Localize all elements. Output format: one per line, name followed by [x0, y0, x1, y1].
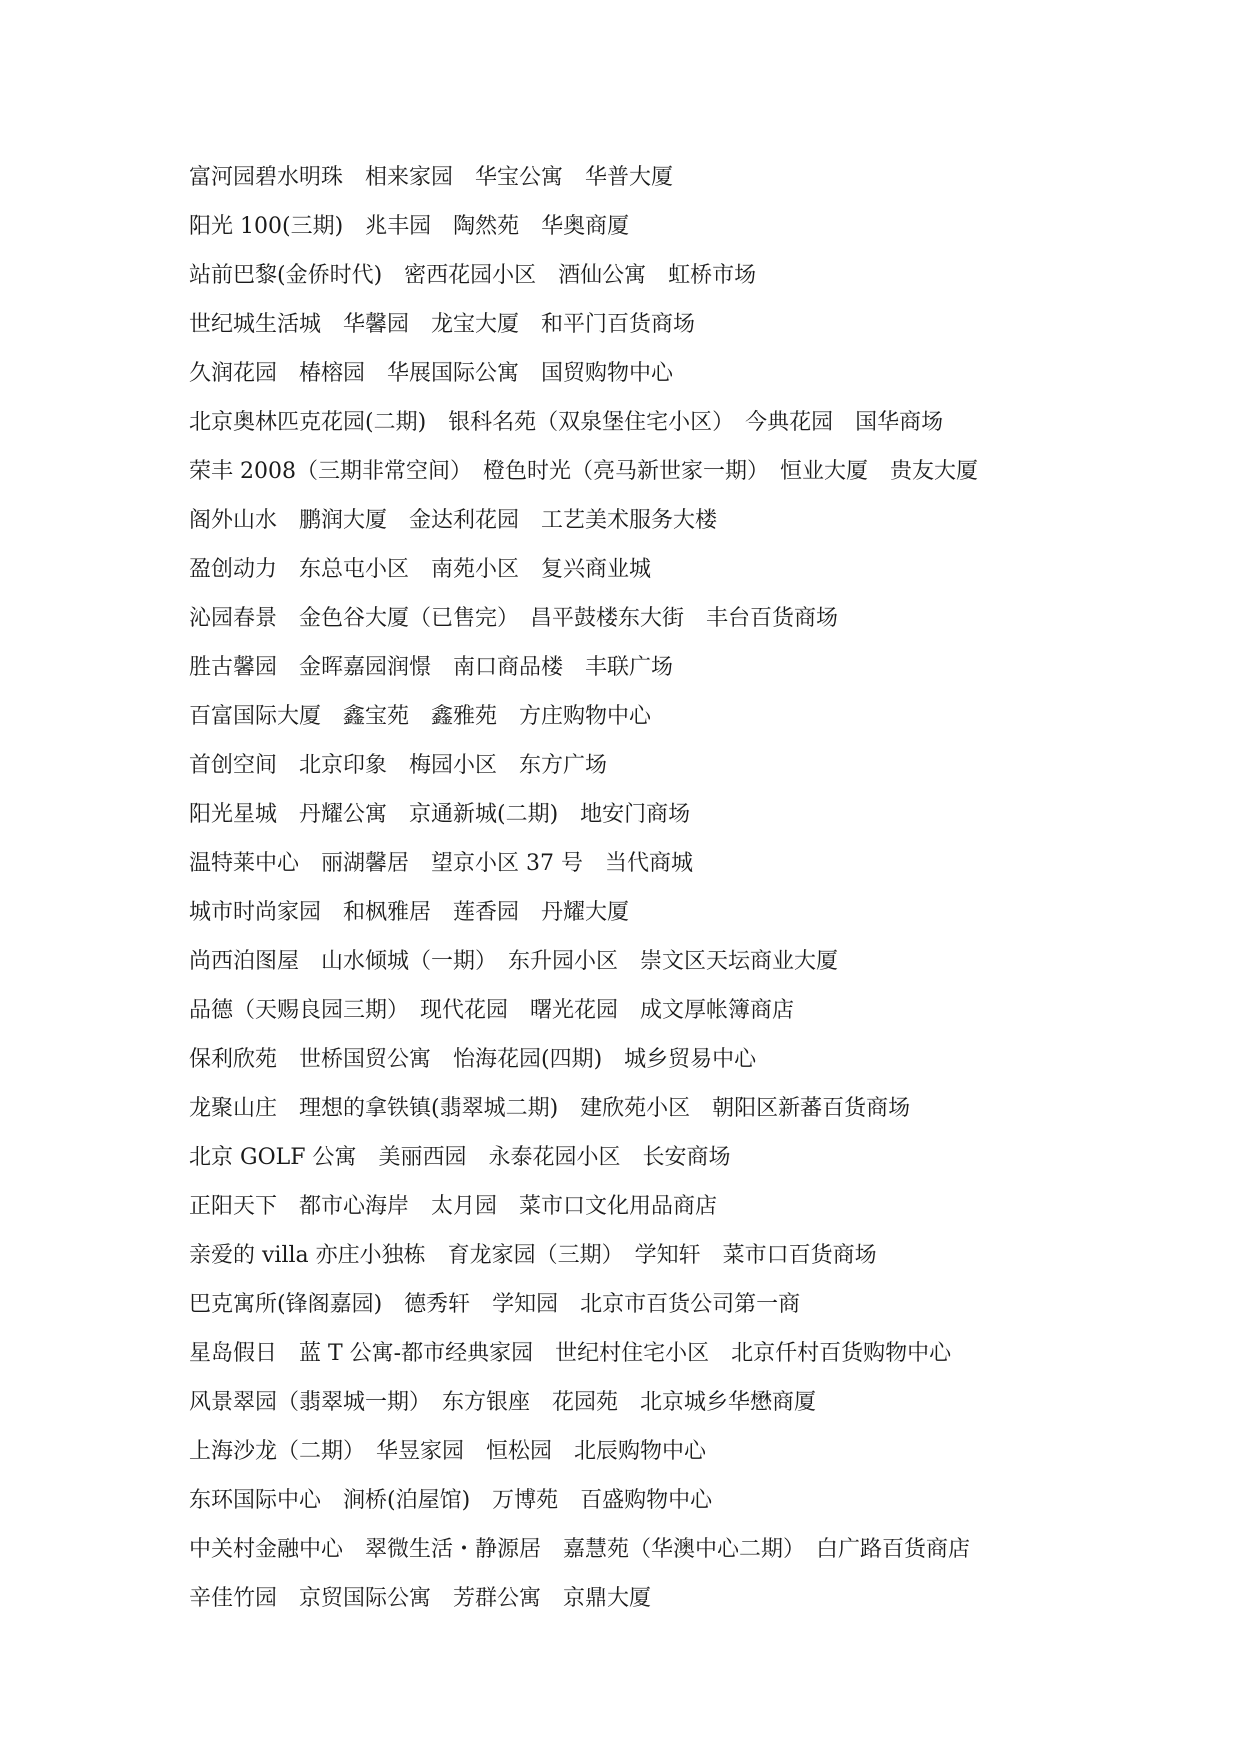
- text-line: 世纪城生活城 华馨园 龙宝大厦 和平门百货商场: [189, 312, 696, 337]
- text-line: 中关村金融中心 翠微生活・静源居 嘉慧苑（华澳中心二期） 白广路百货商店: [189, 1537, 971, 1562]
- text-line: 辛佳竹园 京贸国际公寓 芳群公寓 京鼎大厦: [189, 1586, 652, 1611]
- text-line: 亲爱的 villa 亦庄小独栋 育龙家园（三期） 学知轩 菜市口百货商场: [189, 1243, 877, 1268]
- text-line: 巴克寓所(锋阁嘉园) 德秀轩 学知园 北京市百货公司第一商: [189, 1292, 801, 1317]
- text-line: 尚西泊图屋 山水倾城（一期） 东升园小区 崇文区天坛商业大厦: [189, 949, 839, 974]
- text-line: 品德（天赐良园三期） 现代花园 曙光花园 成文厚帐簿商店: [189, 998, 795, 1023]
- text-line: 沁园春景 金色谷大厦（已售完） 昌平鼓楼东大街 丰台百货商场: [189, 606, 839, 631]
- text-line: 富河园碧水明珠 相来家园 华宝公寓 华普大厦: [189, 165, 674, 190]
- text-line: 站前巴黎(金侨时代) 密西花园小区 酒仙公寓 虹桥市场: [189, 263, 757, 288]
- text-line: 北京奥林匹克花园(二期) 银科名苑（双泉堡住宅小区） 今典花园 国华商场: [189, 410, 944, 435]
- text-line: 盈创动力 东总屯小区 南苑小区 复兴商业城: [189, 557, 652, 582]
- text-line: 百富国际大厦 鑫宝苑 鑫雅苑 方庄购物中心: [189, 704, 652, 729]
- text-line: 东环国际中心 涧桥(泊屋馆) 万博苑 百盛购物中心: [189, 1488, 713, 1513]
- text-line: 温特莱中心 丽湖馨居 望京小区 37 号 当代商城: [189, 851, 693, 876]
- text-line: 正阳天下 都市心海岸 太月园 菜市口文化用品商店: [189, 1194, 718, 1219]
- text-line: 北京 GOLF 公寓 美丽西园 永泰花园小区 长安商场: [189, 1145, 731, 1170]
- text-line: 阳光星城 丹耀公寓 京通新城(二期) 地安门商场: [189, 802, 691, 827]
- text-line: 风景翠园（翡翠城一期） 东方银座 花园苑 北京城乡华懋商厦: [189, 1390, 817, 1415]
- text-line: 阳光 100(三期) 兆丰园 陶然苑 华奥商厦: [189, 214, 630, 239]
- text-line: 星岛假日 蓝 T 公寓-都市经典家园 世纪村住宅小区 北京仟村百货购物中心: [189, 1341, 952, 1366]
- text-line: 胜古馨园 金晖嘉园润憬 南口商品楼 丰联广场: [189, 655, 674, 680]
- text-line: 上海沙龙（二期） 华昱家园 恒松园 北辰购物中心: [189, 1439, 707, 1464]
- text-block: [189, 153, 1189, 1623]
- text-line: 久润花园 椿榕园 华展国际公寓 国贸购物中心: [189, 361, 674, 386]
- text-line: 保利欣苑 世桥国贸公寓 怡海花园(四期) 城乡贸易中心: [189, 1047, 757, 1072]
- text-line: 城市时尚家园 和枫雅居 莲香园 丹耀大厦: [189, 900, 630, 925]
- text-line: 荣丰 2008（三期非常空间） 橙色时光（亮马新世家一期） 恒业大厦 贵友大厦: [189, 459, 978, 484]
- text-line: 龙聚山庄 理想的拿铁镇(翡翠城二期) 建欣苑小区 朝阳区新蕃百货商场: [189, 1096, 911, 1121]
- text-line: 首创空间 北京印象 梅园小区 东方广场: [189, 753, 608, 778]
- text-line: 阁外山水 鹏润大厦 金达利花园 工艺美术服务大楼: [189, 508, 718, 533]
